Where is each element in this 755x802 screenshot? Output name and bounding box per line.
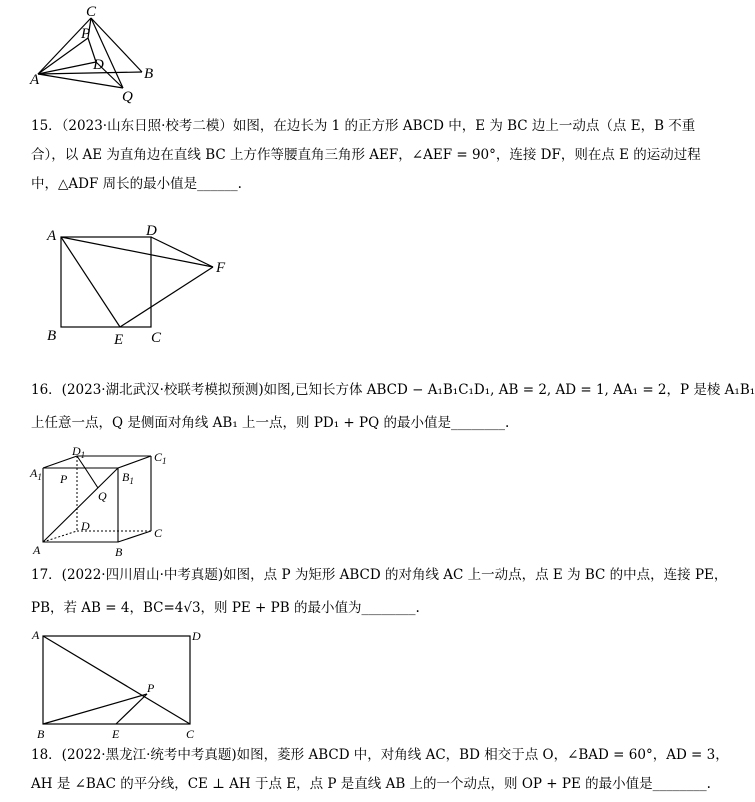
figure-q16 <box>30 445 180 560</box>
figure-q15 <box>40 220 240 350</box>
q17-label-p: P <box>147 681 155 695</box>
q17-line-2: PB，若 AB = 4，BC=4√3，则 PE + PB 的最小值为________. <box>31 600 420 616</box>
q16-label-a: A <box>33 543 41 557</box>
q17-label-c: C <box>186 727 195 741</box>
fig-top-label-p: P <box>81 26 91 42</box>
q16-label-b: B <box>115 545 123 559</box>
q17-label-e: E <box>112 727 120 741</box>
q17-label-d: D <box>192 629 201 643</box>
fig-top-label-q: Q <box>122 89 133 105</box>
q15-label-c: C <box>151 330 162 346</box>
q18-line-1: 18．(2022·黑龙江·统考中考真题)如图，菱形 ABCD 中，对角线 AC，BD 相交于点 O，∠BAD = 60°，AD = 3， <box>31 747 729 763</box>
fig-top-label-c: C <box>86 4 97 20</box>
figure-q17 <box>30 626 210 744</box>
q16-line-2: 上任意一点，Q 是侧面对角线 AB₁ 上一点，则 PD₁ + PQ 的最小值是________. <box>31 415 510 431</box>
q18-line-2: AH 是 ∠BAC 的平分线，CE ⊥ AH 于点 E，点 P 是直线 AB 上的一个动点，则 OP + PE 的最小值是________. <box>31 776 711 792</box>
q16-label-d: D <box>81 519 90 533</box>
q15-label-d: D <box>146 223 157 239</box>
fig-top-label-a: A <box>30 72 40 88</box>
q16-label-b1: $B_1$ <box>122 470 134 486</box>
fig-top-label-b: B <box>144 66 154 82</box>
q16-label-d1: $D_1$ <box>72 444 86 460</box>
q16-label-a1: $A_1$ <box>30 466 42 482</box>
q16-line-1: 16．(2023·湖北武汉·校联考模拟预测)如图,已知长方体 ABCD − A₁B₁C₁D₁, AB = 2, AD = 1, AA₁ = 2，P 是棱 A₁B₁ <box>31 382 755 398</box>
q15-label-f: F <box>216 260 226 276</box>
q17-line-1: 17．(2022·四川眉山·中考真题)如图，点 P 为矩形 ABCD 的对角线 AC 上一动点，点 E 为 BC 的中点，连接 PE， <box>31 567 728 583</box>
q16-label-p: P <box>60 472 68 486</box>
q15-line-1: 15．（2023·山东日照·校考二模）如图，在边长为 1 的正方形 ABCD 中，E 为 BC 边上一动点（点 E，B 不重 <box>31 118 696 134</box>
q16-label-q: Q <box>98 489 107 503</box>
q15-line-2: 合），以 AE 为直角边在直线 BC 上方作等腰直角三角形 AEF，∠AEF = 90°，连接 DF，则在点 E 的运动过程 <box>31 147 701 163</box>
fig-top-label-d: D <box>93 57 104 73</box>
q16-label-c1: $C_1$ <box>154 450 167 466</box>
figure-top <box>30 4 160 104</box>
q17-label-b: B <box>37 727 45 741</box>
q15-label-a: A <box>47 228 57 244</box>
q15-line-3: 中，△ADF 周长的最小值是______. <box>31 176 242 192</box>
q15-label-e: E <box>114 332 124 348</box>
q16-label-c: C <box>154 526 163 540</box>
q15-label-b: B <box>47 328 57 344</box>
q17-label-a: A <box>32 628 40 642</box>
